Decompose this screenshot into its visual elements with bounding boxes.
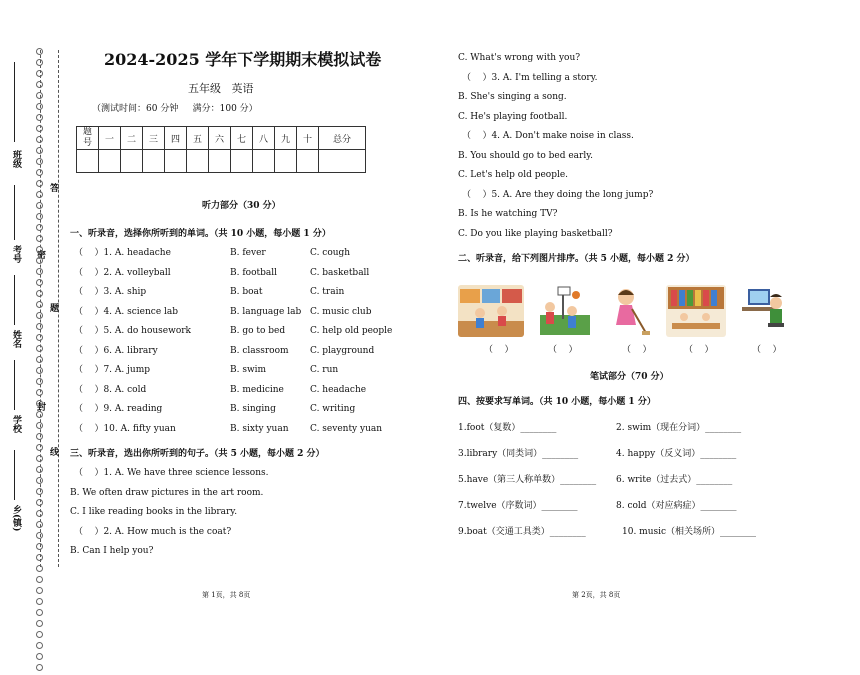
order-blank[interactable]: （ ） bbox=[622, 345, 652, 355]
picture-5-computer bbox=[738, 285, 792, 337]
binding-hole bbox=[36, 147, 43, 154]
binding-hole bbox=[36, 576, 43, 583]
score-cell[interactable] bbox=[231, 150, 253, 173]
score-head-label-2: 号 bbox=[82, 138, 92, 148]
binding-hole bbox=[36, 400, 43, 407]
question-stem[interactable]: （ ）5. A. do housework bbox=[74, 326, 191, 336]
score-head: 五 bbox=[187, 127, 209, 150]
sentence-line[interactable]: （ ）5. A. Are they doing the long jump? bbox=[462, 189, 654, 200]
option-c: C. run bbox=[310, 365, 339, 375]
binding-hole bbox=[36, 521, 43, 528]
binding-hole bbox=[36, 81, 43, 88]
binding-hole bbox=[36, 323, 43, 330]
option-c: C. music club bbox=[310, 306, 372, 317]
sentence-line: B. She's singing a song. bbox=[458, 92, 567, 102]
binding-hole bbox=[36, 180, 43, 187]
binding-hole bbox=[36, 169, 43, 176]
option-b: B. boat bbox=[230, 287, 263, 297]
score-cell[interactable] bbox=[165, 150, 187, 173]
binding-hole bbox=[36, 158, 43, 165]
section-1-title: 一、听录音，选择你所听到的单词。（共 10 小题，每小题 1 分） bbox=[70, 229, 331, 239]
question-stem[interactable]: （ ）6. A. library bbox=[74, 345, 158, 356]
word-task[interactable]: 4. happy（反义词）________ bbox=[616, 449, 737, 459]
binding-hole bbox=[36, 290, 43, 297]
exam-info: （测试时间：60 分钟 满分：100 分） bbox=[92, 104, 258, 114]
binding-hole bbox=[36, 103, 43, 110]
binding-hole bbox=[36, 312, 43, 319]
score-head: 四 bbox=[165, 127, 187, 150]
option-c: C. seventy yuan bbox=[310, 423, 383, 434]
exam-no-blank[interactable] bbox=[14, 185, 15, 240]
seal-char-4: 封 bbox=[35, 402, 45, 411]
question-stem[interactable]: （ ）9. A. reading bbox=[74, 404, 163, 414]
binding-hole bbox=[36, 609, 43, 616]
margin-label-name: 姓名 bbox=[11, 330, 21, 348]
option-c: C. playground bbox=[310, 345, 375, 356]
score-cell bbox=[77, 150, 99, 173]
name-blank[interactable] bbox=[14, 275, 15, 325]
margin-label-exam-no: 考号 bbox=[11, 245, 21, 263]
section-2-title: 二、听录音，给下列图片排序。（共 5 小题，每小题 2 分） bbox=[458, 254, 695, 264]
seal-char-1: 答 bbox=[48, 183, 58, 192]
binding-hole bbox=[36, 488, 43, 495]
margin-label-town: 乡(镇) bbox=[11, 505, 21, 532]
section-3-title: 三、听录音，选出你所听到的句子。（共 5 小题，每小题 2 分） bbox=[70, 449, 325, 459]
margin-label-class: 班级 bbox=[11, 150, 21, 168]
sentence-line: C. He's playing football. bbox=[458, 111, 568, 122]
binding-hole bbox=[36, 455, 43, 462]
binding-hole bbox=[36, 499, 43, 506]
binding-hole bbox=[36, 125, 43, 132]
score-head: 八 bbox=[253, 127, 275, 150]
option-b: B. language lab bbox=[230, 306, 302, 317]
sentence-line[interactable]: （ ）4. A. Don't make noise in class. bbox=[462, 131, 634, 141]
school-blank[interactable] bbox=[14, 360, 15, 410]
score-head: 六 bbox=[209, 127, 231, 150]
option-b: B. sixty yuan bbox=[230, 423, 289, 434]
binding-hole bbox=[36, 598, 43, 605]
exam-title: 2024-2025 学年下学期期末模拟试卷 bbox=[104, 50, 382, 69]
binding-hole bbox=[36, 587, 43, 594]
binding-hole bbox=[36, 620, 43, 627]
binding-holes bbox=[36, 48, 44, 675]
binding-hole bbox=[36, 136, 43, 143]
binding-hole bbox=[36, 565, 43, 572]
question-stem[interactable]: （ ）1. A. headache bbox=[74, 248, 171, 258]
score-cell[interactable] bbox=[187, 150, 209, 173]
seal-char-2: 密 bbox=[35, 250, 45, 259]
margin-label-school: 学校 bbox=[11, 415, 21, 433]
picture-1-art-room bbox=[458, 285, 524, 337]
binding-hole bbox=[36, 367, 43, 374]
binding-hole bbox=[36, 246, 43, 253]
binding-hole bbox=[36, 664, 43, 671]
binding-hole bbox=[36, 510, 43, 517]
score-head: 七 bbox=[231, 127, 253, 150]
writing-title: 笔试部分（70 分） bbox=[590, 372, 669, 382]
sentence-line[interactable]: （ ）2. A. How much is the coat? bbox=[74, 526, 232, 537]
seal-char-5: 线 bbox=[48, 447, 58, 456]
binding-hole bbox=[36, 389, 43, 396]
option-c: C. writing bbox=[310, 404, 356, 414]
sentence-line: B. You should go to bed early. bbox=[458, 150, 593, 161]
binding-hole bbox=[36, 477, 43, 484]
score-cell[interactable] bbox=[143, 150, 165, 173]
binding-hole bbox=[36, 543, 43, 550]
question-stem[interactable]: （ ）10. A. fifty yuan bbox=[74, 423, 176, 434]
class-blank[interactable] bbox=[14, 62, 15, 142]
option-b: B. swim bbox=[230, 365, 267, 375]
binding-hole bbox=[36, 378, 43, 385]
binding-hole bbox=[36, 257, 43, 264]
binding-hole bbox=[36, 653, 43, 660]
section-4-title: 四、按要求写单词。（共 10 小题，每小题 1 分） bbox=[458, 397, 656, 407]
binding-hole bbox=[36, 279, 43, 286]
word-task[interactable]: 6. write（过去式）________ bbox=[616, 475, 733, 485]
binding-hole bbox=[36, 554, 43, 561]
town-blank[interactable] bbox=[14, 450, 15, 500]
listening-title: 听力部分（30 分） bbox=[202, 201, 281, 211]
question-stem[interactable]: （ ）7. A. jump bbox=[74, 365, 150, 375]
order-blank[interactable]: （ ） bbox=[752, 345, 782, 355]
word-task[interactable]: 8. cold（对应病症）________ bbox=[616, 501, 737, 511]
binding-hole bbox=[36, 345, 43, 352]
word-task[interactable]: 9.boat（交通工具类）________ bbox=[458, 527, 586, 537]
binding-hole bbox=[36, 268, 43, 275]
picture-2-basketball bbox=[532, 285, 598, 337]
order-blank[interactable]: （ ） bbox=[484, 345, 514, 355]
question-stem[interactable]: （ ）4. A. science lab bbox=[74, 306, 179, 317]
word-task[interactable]: 3.library（同类词）________ bbox=[458, 449, 579, 459]
option-b: B. medicine bbox=[230, 384, 284, 395]
sentence-line: B. Is he watching TV? bbox=[458, 209, 558, 219]
sentence-line: C. What's wrong with you? bbox=[458, 53, 581, 63]
binding-hole bbox=[36, 334, 43, 341]
score-cell[interactable] bbox=[275, 150, 297, 173]
word-task[interactable]: 7.twelve（序数词）________ bbox=[458, 501, 578, 511]
word-task[interactable]: 10. music（相关场所）________ bbox=[622, 527, 757, 537]
option-b: B. singing bbox=[230, 404, 276, 414]
score-head-total: 总分 bbox=[319, 127, 366, 150]
order-blank[interactable]: （ ） bbox=[684, 345, 714, 355]
option-c: C. train bbox=[310, 287, 345, 297]
binding-hole bbox=[36, 202, 43, 209]
binding-hole bbox=[36, 48, 43, 55]
binding-hole bbox=[36, 356, 43, 363]
binding-hole bbox=[36, 224, 43, 231]
option-b: B. go to bed bbox=[230, 326, 286, 336]
page-2-footer: 第 2页，共 8页 bbox=[572, 591, 621, 599]
binding-hole bbox=[36, 631, 43, 638]
exam-subtitle: 五年级 英语 bbox=[188, 82, 254, 95]
binding-hole bbox=[36, 213, 43, 220]
score-head: 三 bbox=[143, 127, 165, 150]
binding-hole bbox=[36, 444, 43, 451]
question-stem[interactable]: （ ）8. A. cold bbox=[74, 384, 147, 395]
binding-hole bbox=[36, 411, 43, 418]
option-c: C. headache bbox=[310, 384, 367, 395]
score-head: 二 bbox=[121, 127, 143, 150]
seal-char-3: 题 bbox=[48, 303, 58, 312]
score-head: 一 bbox=[99, 127, 121, 150]
score-head: 十 bbox=[297, 127, 319, 150]
score-cell[interactable] bbox=[253, 150, 275, 173]
score-head-0 bbox=[77, 127, 99, 150]
score-cell[interactable] bbox=[121, 150, 143, 173]
option-c: C. cough bbox=[310, 248, 351, 258]
picture-3-girl-sweeping bbox=[602, 285, 652, 337]
binding-hole bbox=[36, 466, 43, 473]
option-b: B. fever bbox=[230, 248, 266, 258]
score-head-label: 题 bbox=[82, 127, 92, 137]
binding-hole bbox=[36, 235, 43, 242]
binding-hole bbox=[36, 642, 43, 649]
option-b: B. football bbox=[230, 267, 278, 278]
word-task[interactable]: 1.foot（复数）________ bbox=[458, 423, 557, 433]
score-cell[interactable] bbox=[99, 150, 121, 173]
picture-4-library bbox=[666, 285, 726, 337]
question-stem[interactable]: （ ）2. A. volleyball bbox=[74, 267, 171, 278]
sentence-line: C. I like reading books in the library. bbox=[70, 507, 238, 517]
option-b: B. classroom bbox=[230, 345, 289, 356]
order-blank[interactable]: （ ） bbox=[548, 345, 578, 355]
binding-hole bbox=[36, 532, 43, 539]
binding-hole bbox=[36, 422, 43, 429]
score-cell[interactable] bbox=[297, 150, 319, 173]
sentence-line[interactable]: （ ）1. A. We have three science lessons. bbox=[74, 468, 269, 478]
binding-hole bbox=[36, 70, 43, 77]
score-cell-total[interactable] bbox=[319, 150, 366, 173]
score-table bbox=[76, 126, 366, 173]
option-c: C. help old people bbox=[310, 326, 393, 336]
option-c: C. basketball bbox=[310, 267, 370, 278]
binding-hole bbox=[36, 301, 43, 308]
binding-hole bbox=[36, 92, 43, 99]
binding-hole bbox=[36, 433, 43, 440]
word-task[interactable]: 5.have（第三人称单数）________ bbox=[458, 475, 597, 485]
binding-hole bbox=[36, 191, 43, 198]
binding-hole bbox=[36, 59, 43, 66]
sentence-line[interactable]: （ ）3. A. I'm telling a story. bbox=[462, 72, 598, 83]
sentence-line: C. Do you like playing basketball? bbox=[458, 228, 613, 239]
page-1-footer: 第 1页，共 8页 bbox=[202, 591, 251, 599]
sentence-line: C. Let's help old people. bbox=[458, 170, 569, 180]
binding-hole bbox=[36, 114, 43, 121]
sentence-line: B. We often draw pictures in the art room. bbox=[70, 487, 264, 498]
score-cell[interactable] bbox=[209, 150, 231, 173]
word-task[interactable]: 2. swim（现在分词）________ bbox=[616, 423, 742, 433]
sentence-line: B. Can I help you? bbox=[70, 546, 154, 556]
score-head: 九 bbox=[275, 127, 297, 150]
question-stem[interactable]: （ ）3. A. ship bbox=[74, 287, 147, 297]
